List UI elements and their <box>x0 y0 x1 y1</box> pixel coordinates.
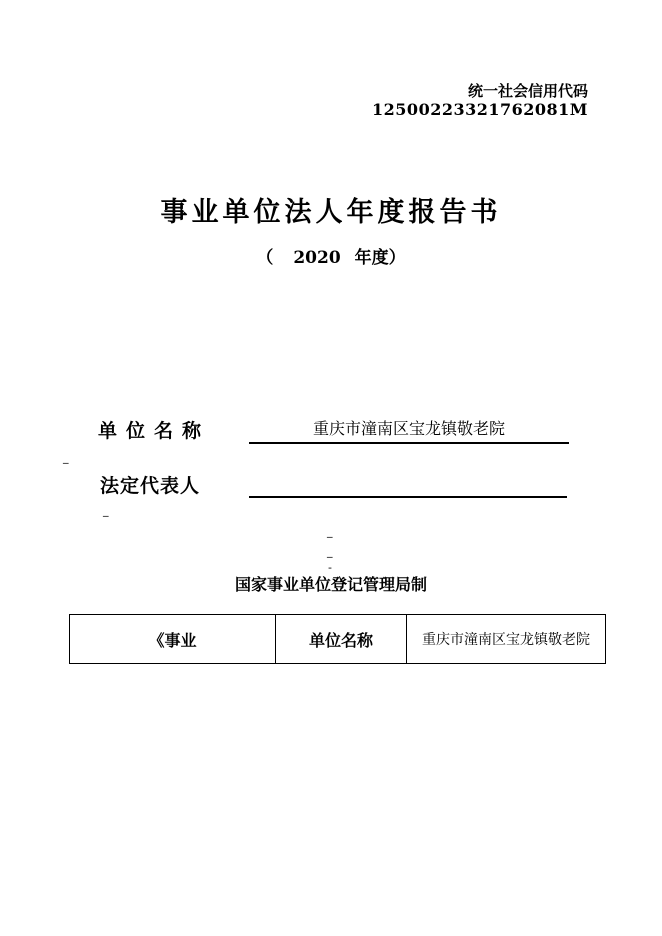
legal-rep-label: 法定代表人 <box>100 475 201 497</box>
unit-name-field[interactable]: 重庆市潼南区宝龙镇敬老院 <box>249 416 569 444</box>
document-title: 事业单位法人年度报告书 <box>160 197 502 228</box>
stray-dash: _ <box>103 504 109 517</box>
stray-dash: - <box>328 561 332 574</box>
stray-dash: _ <box>327 545 333 558</box>
report-year-line <box>0 243 662 268</box>
unit-name-label: 单位名称 <box>98 420 211 442</box>
report-year: 2020 <box>293 248 341 268</box>
year-open-paren: （ <box>256 248 274 268</box>
info-table <box>69 614 606 664</box>
stray-dash: _ <box>63 451 69 464</box>
legal-rep-field[interactable] <box>249 470 567 498</box>
table-cell-value: 重庆市潼南区宝龙镇敬老院 <box>407 615 606 664</box>
stray-dash: _ <box>327 525 333 538</box>
issuing-authority: 国家事业单位登记管理局制 <box>234 575 427 594</box>
table-cell-label: 单位名称 <box>276 615 407 664</box>
credit-code-label: 统一社会信用代码 <box>467 82 588 100</box>
table-cell-category: 《事业 <box>70 615 276 664</box>
credit-code-value: 12500223321762081M <box>372 100 588 119</box>
table-row <box>70 615 606 664</box>
year-suffix: 年度） <box>354 248 406 268</box>
